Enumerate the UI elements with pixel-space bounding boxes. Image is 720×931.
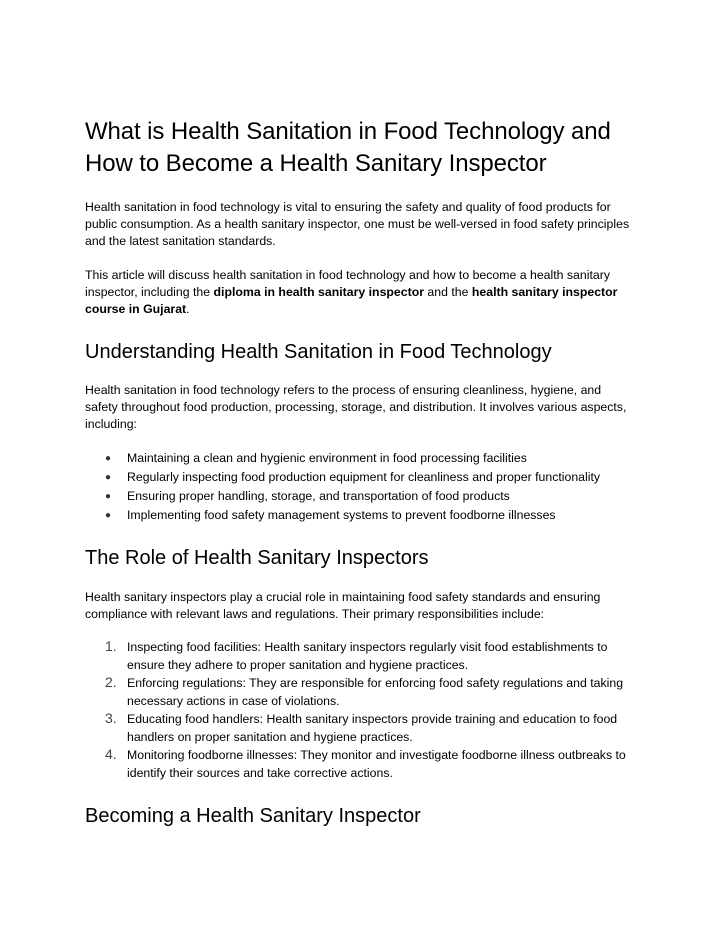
- intro-p2-text-c: and the: [424, 285, 472, 299]
- bullet-icon: ●: [105, 510, 112, 521]
- list-item: 2. Enforcing regulations: They are responsible for enforcing food safety regulations and taking necessary actions in case of violations.: [105, 674, 624, 708]
- list-item: ● Regularly inspecting food production equipment for cleanliness and proper functionality: [85, 468, 637, 487]
- list-number: 2.: [105, 674, 117, 690]
- list-number: 1.: [105, 638, 117, 654]
- section1-paragraph: Health sanitation in food technology refers to the process of ensuring cleanliness, hygiene, and safety throughout food production, processing, storage, and distribution. It involves various aspects, including:: [85, 383, 627, 431]
- bullet-icon: ●: [105, 453, 112, 464]
- diploma-keyword: diploma in health sanitary inspector: [213, 285, 424, 299]
- list-item: 1. Inspecting food facilities: Health sanitary inspectors regularly visit food establishments to ensure they adhere to proper sanitation and hygiene practices.: [105, 638, 608, 672]
- list-item: ● Maintaining a clean and hygienic environment in food processing facilities: [85, 449, 637, 468]
- intro-p2-text-d: .: [186, 302, 190, 316]
- gujarat-course-keyword: health sanitary inspector course in Gujarat: [85, 285, 618, 316]
- bullet-icon: ●: [105, 472, 112, 483]
- article-title: What is Health Sanitation in Food Technology and How to Become a Health Sanitary Inspector: [85, 118, 611, 177]
- intro-paragraph-1: Health sanitation in food technology is vital to ensuring the safety and quality of food products for public consumption. As a health sanitary inspector, one must be well-versed in food safety principles and the latest sanitation standards.: [85, 200, 630, 248]
- section-heading-role: The Role of Health Sanitary Inspectors: [85, 547, 429, 569]
- section-heading-becoming: Becoming a Health Sanitary Inspector: [85, 805, 421, 827]
- list-item: ● Ensuring proper handling, storage, and transportation of food products: [85, 487, 637, 506]
- list-number: 3.: [105, 710, 117, 726]
- section2-paragraph: Health sanitary inspectors play a crucial role in maintaining food safety standards and ensuring compliance with relevant laws and regulations. Their primary responsibilities include:: [85, 590, 601, 621]
- section-heading-understanding: Understanding Health Sanitation in Food Technology: [85, 341, 552, 363]
- document-page: [85, 116, 637, 829]
- bullet-icon: ●: [105, 491, 112, 502]
- list-item: 4. Monitoring foodborne illnesses: They monitor and investigate foodborne illness outbreaks to identify their sources and take corrective actions.: [105, 746, 626, 780]
- intro-paragraph-2: [85, 267, 637, 318]
- list-item: 3. Educating food handlers: Health sanitary inspectors provide training and education to food handlers on proper sanitation and hygiene practices.: [105, 710, 618, 744]
- list-number: 4.: [105, 746, 117, 762]
- intro-p2-text-a: This article will discuss health sanitation in food technology and how to become a health sanitary inspector, including the: [85, 268, 610, 299]
- inspector-responsibilities-list: [85, 638, 637, 782]
- list-item: ● Implementing food safety management systems to prevent foodborne illnesses: [85, 506, 637, 525]
- sanitation-aspects-list: [85, 449, 637, 525]
